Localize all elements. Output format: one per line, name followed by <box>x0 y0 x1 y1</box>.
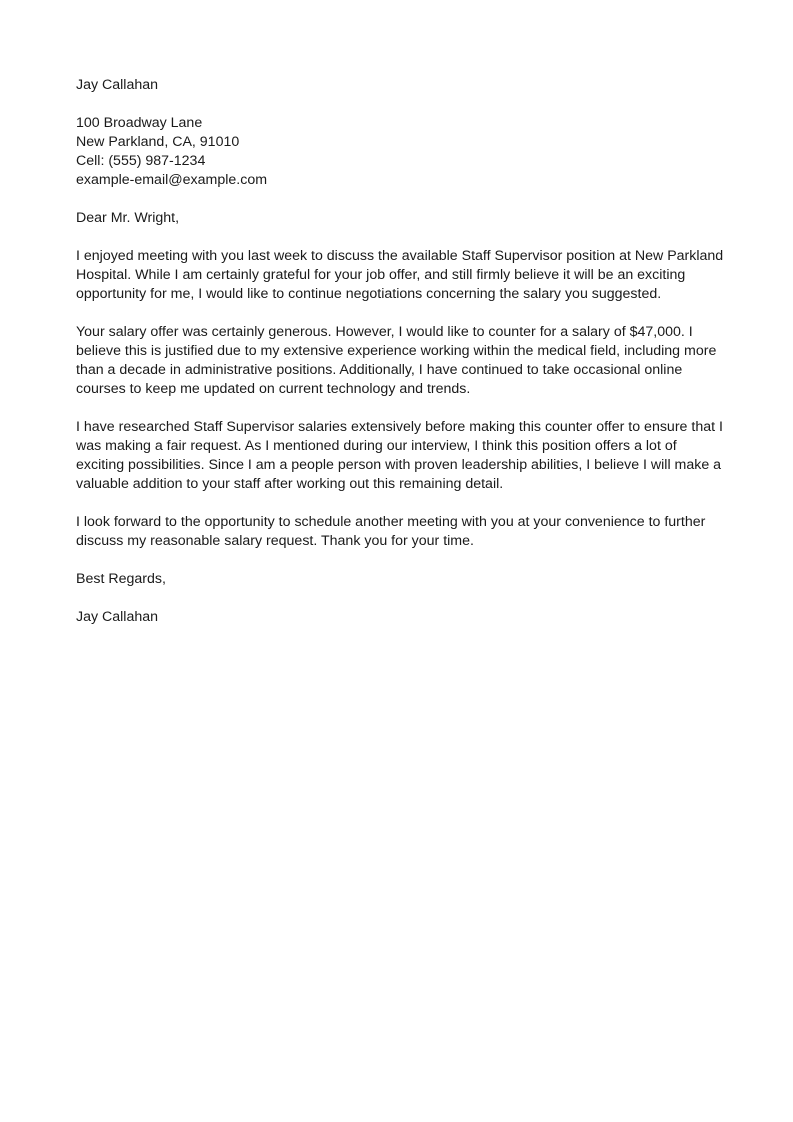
salutation: Dear Mr. Wright, <box>76 210 180 226</box>
paragraph-line: I look forward to the opportunity to schedule another meeting with you at your convenience to further <box>76 514 706 530</box>
paragraph-line: valuable addition to your staff after working out this remaining detail. <box>76 476 504 492</box>
paragraph-line: discuss my reasonable salary request. Thank you for your time. <box>76 533 474 549</box>
sender-address-line2: New Parkland, CA, 91010 <box>76 134 240 150</box>
paragraph-line: believe this is justified due to my extensive experience working within the medical field, including more <box>76 343 717 359</box>
sender-block <box>76 76 726 190</box>
letter-body <box>76 76 726 627</box>
paragraph-line: exciting possibilities. Since I am a people person with proven leadership abilities, I believe I will make a <box>76 457 722 473</box>
sender-name: Jay Callahan <box>76 77 159 93</box>
sender-address-line1: 100 Broadway Lane <box>76 115 203 131</box>
sender-cell: Cell: (555) 987-1234 <box>76 153 206 169</box>
paragraph-line: was making a fair request. As I mentioned during our interview, I think this position offers a lot of <box>76 438 677 454</box>
paragraph-line: I have researched Staff Supervisor salaries extensively before making this counter offer to ensure that I <box>76 419 723 435</box>
paragraph-3 <box>76 418 726 494</box>
paragraph-line: opportunity for me, I would like to continue negotiations concerning the salary you suggested. <box>76 286 662 302</box>
paragraph-line: I enjoyed meeting with you last week to discuss the available Staff Supervisor position at New Parkland <box>76 248 724 264</box>
paragraph-2 <box>76 323 726 399</box>
paragraph-line: than a decade in administrative positions. Additionally, I have continued to take occasional online <box>76 362 683 378</box>
sender-email: example-email@example.com <box>76 172 268 188</box>
paragraph-4 <box>76 513 726 551</box>
closing: Best Regards, <box>76 571 166 587</box>
paragraph-1 <box>76 247 726 304</box>
paragraph-line: Your salary offer was certainly generous. However, I would like to counter for a salary of $47,000. I <box>76 324 693 340</box>
paragraph-line: Hospital. While I am certainly grateful for your job offer, and still firmly believe it will be an exciting <box>76 267 686 283</box>
signature: Jay Callahan <box>76 609 159 625</box>
paragraph-line: courses to keep me updated on current technology and trends. <box>76 381 471 397</box>
